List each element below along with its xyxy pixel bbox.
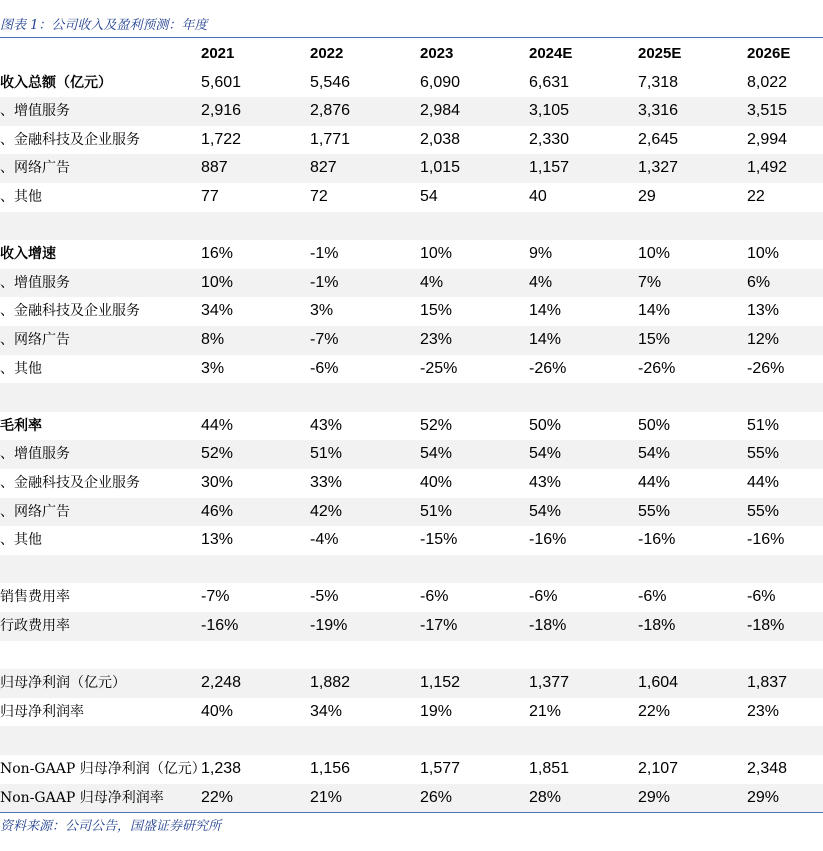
column-header: 2022 (310, 45, 344, 62)
table-cell: 21% (310, 788, 343, 806)
table-cell: 4% (529, 273, 553, 291)
table-cell: 55% (747, 502, 780, 520)
row-label: 、增值服务 (0, 103, 70, 120)
table-row (0, 183, 823, 212)
table-cell: -6% (310, 359, 339, 377)
table-cell: -7% (201, 588, 230, 606)
table-cell: -26% (638, 359, 676, 377)
table-row (0, 297, 823, 326)
table-cell: 44% (201, 416, 234, 434)
table-cell: 15% (420, 302, 453, 320)
table-cell: 40% (420, 474, 453, 491)
table-row (0, 97, 823, 126)
table-cell: 7% (638, 273, 662, 291)
table-cell: 2,107 (638, 760, 679, 777)
table-cell: 54% (420, 445, 453, 463)
table-cell: 72 (310, 188, 328, 205)
table-row (0, 583, 823, 612)
table-row (0, 755, 823, 784)
table-row (0, 326, 823, 355)
row-label: 、金融科技及企业服务 (0, 475, 140, 491)
table-cell: 51% (420, 502, 453, 520)
table-cell: 15% (638, 331, 671, 348)
table-cell: 9% (529, 245, 553, 263)
table-cell: 8,022 (747, 73, 788, 91)
table-cell: 30% (201, 474, 234, 491)
table-cell: 1,327 (638, 159, 679, 177)
spacer-row (0, 641, 823, 670)
row-label: 归母净利润（亿元） (0, 675, 126, 692)
table-cell: 44% (638, 474, 671, 491)
table-cell: -15% (420, 531, 458, 549)
table-cell: 1,157 (529, 159, 570, 177)
table-cell: 21% (529, 702, 562, 720)
spacer-row (0, 212, 823, 241)
table-cell: 34% (310, 702, 343, 720)
table-cell: -26% (747, 359, 785, 377)
table-cell: 13% (201, 531, 234, 549)
table-cell: 22% (201, 788, 234, 806)
row-label: 、网络广告 (0, 332, 70, 348)
table-cell: 13% (747, 302, 780, 320)
table-cell: 55% (747, 445, 780, 463)
table-cell: 26% (420, 788, 453, 806)
table-cell: -6% (747, 588, 776, 606)
row-label: 、网络广告 (0, 503, 70, 520)
table-row (0, 154, 823, 183)
table-cell: 22% (638, 702, 671, 720)
table-cell: 28% (529, 788, 562, 806)
table-cell: 2,248 (201, 674, 242, 692)
row-label: 、增值服务 (0, 274, 70, 291)
table-cell: 1,156 (310, 760, 351, 777)
table-cell: 3,316 (638, 102, 679, 120)
table-cell: -7% (310, 331, 339, 348)
table-row (0, 612, 823, 641)
table-cell: 42% (310, 502, 343, 520)
table-cell: 2,994 (747, 130, 788, 148)
row-label: 收入增速 (0, 246, 56, 263)
column-header: 2026E (747, 45, 791, 62)
table-cell: 1,577 (420, 760, 461, 777)
row-label: 行政费用率 (0, 618, 70, 634)
spacer-row (0, 383, 823, 412)
table-cell: 22 (747, 188, 765, 205)
table-cell: 44% (747, 474, 780, 491)
table-cell: 77 (201, 188, 219, 205)
table-cell: -5% (310, 588, 339, 606)
table-cell: 1,882 (310, 674, 351, 692)
table-row (0, 412, 823, 441)
row-label: 销售费用率 (0, 589, 70, 606)
table-cell: 1,604 (638, 674, 679, 692)
table-cell: 51% (310, 445, 343, 463)
table-cell: 54 (420, 188, 438, 205)
table-cell: -25% (420, 359, 458, 377)
table-cell: 23% (747, 702, 780, 720)
table-cell: 7,318 (638, 73, 679, 91)
table-cell: 2,348 (747, 760, 788, 777)
table-row (0, 269, 823, 298)
table-cell: 5,546 (310, 73, 351, 91)
table-cell: -16% (529, 531, 567, 549)
table-cell: -26% (529, 359, 567, 377)
table-cell: 29% (638, 788, 671, 806)
table-row (0, 126, 823, 155)
table-cell: -6% (638, 588, 667, 606)
table-cell: 1,837 (747, 674, 788, 692)
table-cell: 54% (529, 502, 562, 520)
column-header: 2025E (638, 45, 682, 62)
table-cell: 52% (201, 445, 234, 463)
table-cell: 1,771 (310, 130, 351, 148)
table-cell: -6% (529, 588, 558, 606)
table-cell: 19% (420, 702, 453, 720)
table-cell: 40 (529, 188, 547, 205)
table-cell: 5,601 (201, 73, 242, 91)
table-cell: -19% (310, 617, 348, 634)
table-cell: 3,105 (529, 102, 570, 120)
column-header: 2021 (201, 45, 235, 62)
row-label: Non-GAAP 归母净利润（亿元） (0, 761, 206, 777)
table-cell: 2,330 (529, 130, 570, 148)
table-cell: -1% (310, 273, 339, 291)
table-cell: 29 (638, 188, 656, 205)
spacer-row (0, 726, 823, 755)
table-cell: 29% (747, 788, 780, 806)
table-cell: 1,377 (529, 674, 570, 692)
table-cell: 6,090 (420, 73, 461, 91)
table-cell: 50% (529, 416, 562, 434)
table-cell: -17% (420, 617, 458, 634)
row-label: Non-GAAP 归母净利润率 (0, 789, 164, 806)
table-cell: 54% (638, 445, 671, 463)
row-label: 、网络广告 (0, 160, 70, 177)
source-note: 资料来源：公司公告，国盛证券研究所 (0, 819, 222, 834)
row-label: 、金融科技及企业服务 (0, 303, 140, 320)
table-cell: 16% (201, 245, 234, 263)
row-label: 收入总额（亿元） (0, 74, 112, 91)
table-cell: 2,984 (420, 102, 461, 120)
table-row (0, 784, 823, 813)
table-cell: -18% (638, 617, 676, 634)
table-cell: 1,152 (420, 674, 461, 692)
table-cell: 827 (310, 159, 337, 177)
table-row (0, 469, 823, 498)
row-label: 、其他 (0, 360, 42, 377)
table-cell: 1,722 (201, 130, 242, 148)
table-cell: 2,876 (310, 102, 351, 120)
table-cell: 6,631 (529, 73, 570, 91)
column-header: 2024E (529, 45, 573, 62)
table-row (0, 240, 823, 269)
table-cell: -18% (529, 617, 567, 634)
table-cell: 6% (747, 273, 771, 291)
table-cell: 40% (201, 702, 234, 720)
table-cell: 887 (201, 159, 228, 177)
table-row (0, 355, 823, 384)
table-cell: 46% (201, 502, 234, 520)
table-row (0, 69, 823, 98)
table-cell: -18% (747, 617, 785, 634)
table-cell: 43% (529, 474, 562, 491)
table-cell: 10% (420, 245, 453, 263)
table-cell: -16% (747, 531, 785, 549)
table-cell: 23% (420, 331, 453, 348)
table-cell: 3% (201, 359, 225, 377)
row-label: 、其他 (0, 189, 42, 205)
table-cell: 3% (310, 302, 334, 320)
table-cell: 51% (747, 416, 780, 434)
table-cell: 1,851 (529, 760, 570, 777)
table-cell: 43% (310, 416, 343, 434)
table-cell: -16% (201, 617, 239, 634)
column-header: 2023 (420, 45, 454, 62)
table-row (0, 669, 823, 698)
table-cell: 2,038 (420, 130, 461, 148)
table-cell: 33% (310, 474, 343, 491)
spacer-row (0, 555, 823, 584)
top-rule (0, 37, 823, 38)
table-cell: 52% (420, 416, 453, 434)
table-cell: 3,515 (747, 102, 788, 120)
table-row (0, 526, 823, 555)
table-cell: 54% (529, 445, 562, 463)
table-cell: 1,015 (420, 159, 461, 177)
table-cell: 10% (201, 273, 234, 291)
table-cell: -1% (310, 245, 339, 263)
table-cell: 2,916 (201, 102, 242, 120)
bottom-rule (0, 812, 823, 813)
table-cell: 10% (638, 245, 671, 263)
table-cell: 34% (201, 302, 234, 320)
table-cell: 4% (420, 273, 444, 291)
table-cell: 10% (747, 245, 780, 263)
table-cell: 12% (747, 331, 780, 348)
table-cell: -4% (310, 531, 339, 549)
table-row (0, 440, 823, 469)
table-row (0, 698, 823, 727)
row-label: 毛利率 (0, 417, 42, 434)
table-cell: 1,238 (201, 760, 242, 777)
row-label: 、金融科技及企业服务 (0, 131, 140, 148)
table-cell: 14% (529, 302, 562, 320)
table-cell: 14% (638, 302, 671, 320)
table-cell: 14% (529, 331, 562, 348)
row-label: 、增值服务 (0, 446, 70, 463)
header-row (0, 40, 823, 69)
table-cell: 2,645 (638, 130, 679, 148)
table-cell: 8% (201, 331, 225, 348)
table-caption: 图表 1：公司收入及盈利预测：年度 (0, 18, 208, 33)
table-row (0, 498, 823, 527)
table-cell: 55% (638, 502, 671, 520)
table-cell: -16% (638, 531, 676, 549)
row-label: 、其他 (0, 532, 42, 549)
table-cell: 50% (638, 416, 671, 434)
table-cell: -6% (420, 588, 449, 606)
row-label: 归母净利润率 (0, 703, 84, 720)
table-cell: 1,492 (747, 159, 788, 177)
